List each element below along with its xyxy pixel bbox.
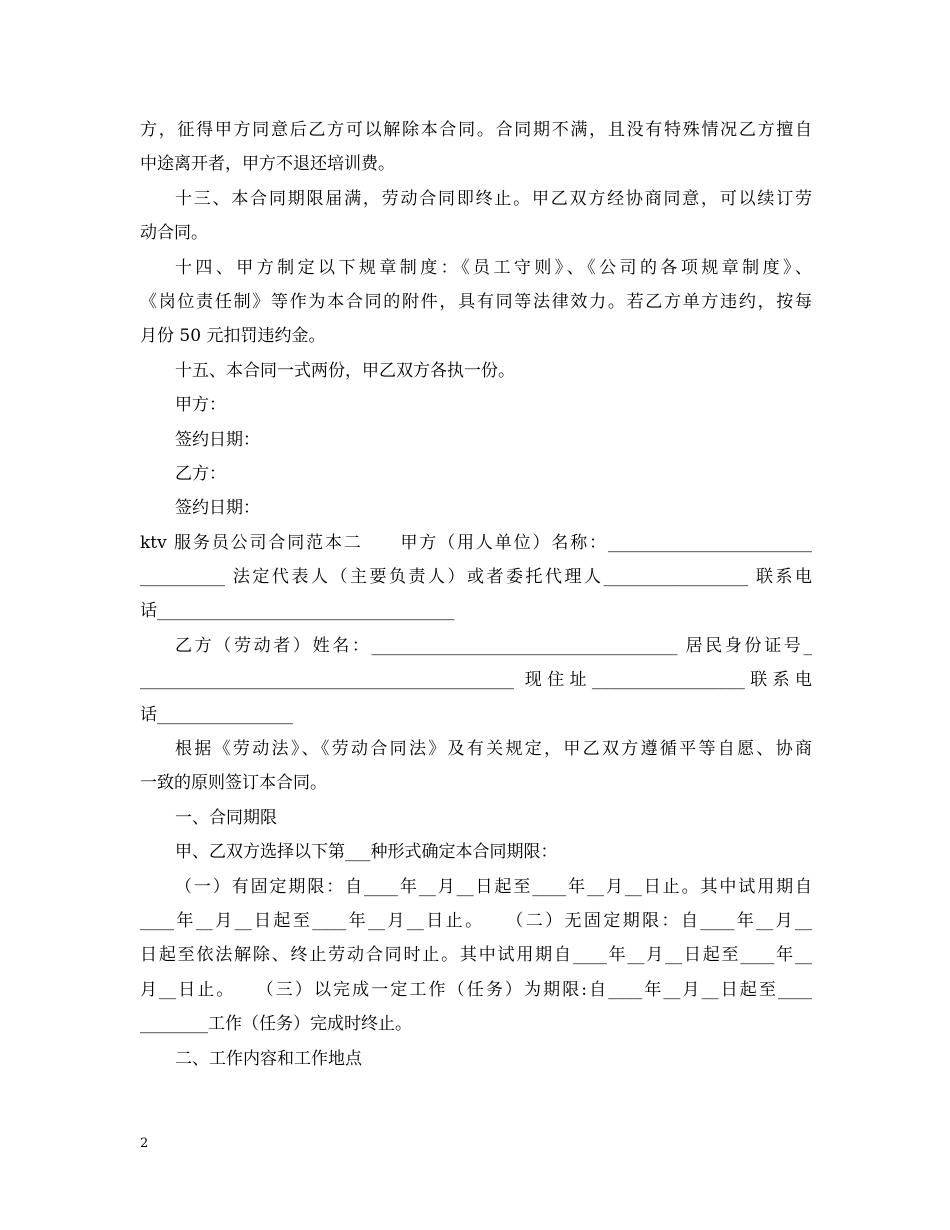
text-line: （一）有固定期限：自____年__月__日起至____年__月__日止。其中试用期自: [175, 876, 812, 897]
text-line: 十五、本合同一式两份，甲乙双方各执一份。: [175, 360, 515, 381]
text-line: 话________________: [140, 704, 293, 725]
text-line: ____年__月__日起至____年__月__日止。 （二）无固定期限：自____年__月__: [140, 910, 812, 931]
text-line: 二、工作内容和工作地点: [175, 1048, 362, 1069]
document-body: [140, 113, 812, 1076]
text-line: 动合同。: [140, 223, 208, 244]
text-line: __________ 法定代表人（主要负责人）或者委托代理人_________________ 联系电: [140, 567, 812, 588]
text-line: 方，征得甲方同意后乙方可以解除本合同。合同期不满，且没有特殊情况乙方擅自: [140, 120, 812, 140]
text-line: 一、合同期限: [175, 807, 277, 828]
text-line: 根据《劳动法》、《劳动合同法》及有关规定，甲乙双方遵循平等自愿、协商: [175, 739, 812, 760]
text-line: 签约日期：: [175, 429, 260, 450]
text-line: ________工作（任务）完成时终止。: [140, 1014, 412, 1035]
text-line: 日起至依法解除、终止劳动合同时止。其中试用期自____年__月__日起至____年__: [140, 945, 812, 966]
page-number: 2: [140, 1136, 149, 1151]
text-line: 甲、乙双方选择以下第___种形式确定本合同期限：: [175, 842, 558, 863]
text-line: 中途离开者，甲方不退还培训费。: [140, 154, 395, 175]
text-line: 一致的原则签订本合同。: [140, 773, 327, 794]
text-line: 乙方（劳动者）姓名：____________________________________ 居民身份证号_: [175, 635, 812, 656]
text-line: 话___________________________________: [140, 601, 455, 622]
text-line: 甲方：: [175, 395, 226, 416]
text-line: 签约日期：: [175, 498, 260, 519]
text-line: ____________________________________________ 现住址__________________联系电: [140, 670, 812, 691]
text-line: 乙方：: [175, 463, 226, 484]
text-line: 十四、甲方制定以下规章制度：《员工守则》、《公司的各项规章制度》、: [175, 257, 812, 278]
text-line: ktv 服务员公司合同范本二 甲方（用人单位）名称：________________________: [140, 532, 812, 553]
text-line: 十三、本合同期限届满，劳动合同即终止。甲乙双方经协商同意，可以续订劳: [175, 188, 812, 209]
text-line: 《岗位责任制》等作为本合同的附件，具有同等法律效力。若乙方单方违约，按每: [140, 291, 812, 312]
text-line: 月份 50 元扣罚违约金。: [140, 326, 326, 347]
text-line: 月__日止。 （三）以完成一定工作（任务）为期限:自____年__月__日起至____: [140, 979, 812, 1000]
